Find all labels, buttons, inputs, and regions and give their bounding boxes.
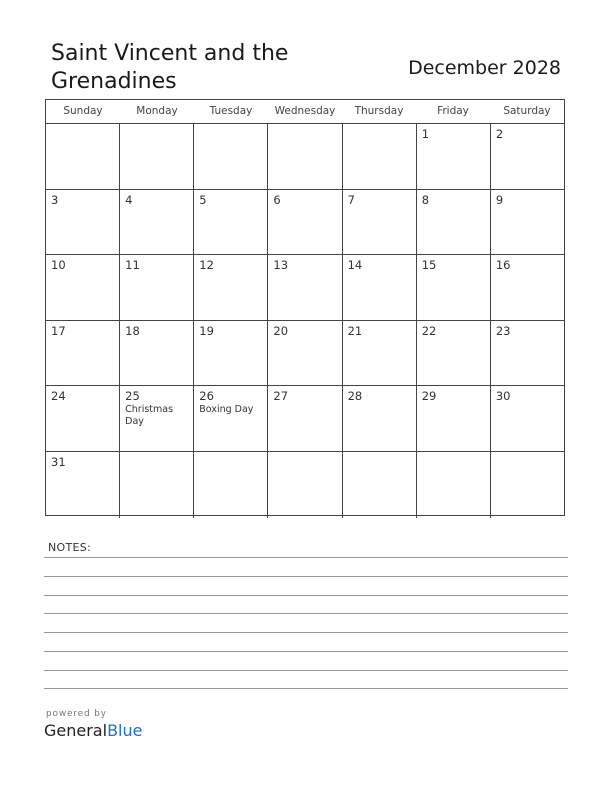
day-number: 15: [421, 258, 437, 273]
day-cell[interactable]: [343, 255, 417, 320]
day-number: 23: [495, 323, 511, 338]
note-line[interactable]: [44, 557, 568, 558]
day-cell[interactable]: [46, 321, 120, 386]
day-number: 28: [347, 389, 363, 404]
day-cell[interactable]: [120, 386, 194, 451]
weekday-sunday: Sunday: [63, 105, 103, 117]
day-cell[interactable]: [46, 452, 120, 518]
note-line[interactable]: [44, 670, 568, 671]
day-number: 24: [51, 389, 66, 404]
day-cell[interactable]: [491, 255, 564, 320]
day-number: 30: [495, 389, 511, 404]
day-cell[interactable]: [417, 190, 491, 255]
day-cell[interactable]: [417, 386, 491, 451]
day-number: 10: [51, 258, 66, 273]
day-cell[interactable]: [268, 255, 342, 320]
day-number: 11: [125, 258, 140, 273]
day-number: 16: [495, 258, 511, 273]
day-cell[interactable]: [46, 255, 120, 320]
note-line[interactable]: [44, 632, 568, 633]
day-number: 25: [125, 389, 140, 404]
day-number: 31: [51, 454, 66, 469]
weekday-monday: Monday: [136, 105, 178, 117]
day-number: 12: [199, 258, 214, 273]
day-number: 13: [273, 258, 289, 273]
day-number: 26: [199, 389, 214, 404]
day-cell[interactable]: [343, 124, 417, 189]
day-number: 3: [51, 192, 59, 207]
weekday-wednesday: Wednesday: [274, 105, 336, 117]
day-number: 1: [421, 127, 430, 141]
calendar-grid: [45, 99, 565, 516]
day-cell[interactable]: [194, 321, 268, 386]
day-cell[interactable]: [491, 452, 564, 518]
day-number: 21: [347, 323, 363, 338]
brand-name-general: General: [44, 721, 108, 740]
day-cell[interactable]: [491, 190, 564, 255]
weekday-tuesday: Tuesday: [209, 105, 253, 117]
day-cell[interactable]: [491, 124, 564, 189]
day-cell[interactable]: [343, 190, 417, 255]
day-cell[interactable]: [268, 124, 342, 189]
holiday-christmas-day: Christmas Day: [125, 404, 174, 428]
weekday-thursday: Thursday: [354, 105, 404, 117]
day-cell[interactable]: [491, 386, 564, 451]
day-number: 8: [421, 192, 430, 207]
day-cell[interactable]: [417, 452, 491, 518]
day-cell[interactable]: [268, 452, 342, 518]
note-line[interactable]: [44, 651, 568, 652]
day-number: 2: [495, 127, 504, 141]
note-line[interactable]: [44, 613, 568, 614]
day-cell[interactable]: [491, 321, 564, 386]
day-number: 19: [199, 323, 214, 338]
powered-by-label: powered by: [46, 709, 107, 719]
day-number: 18: [125, 323, 140, 338]
day-cell[interactable]: [343, 386, 417, 451]
day-number: 20: [273, 323, 289, 338]
day-cell[interactable]: [417, 255, 491, 320]
day-cell[interactable]: [194, 255, 268, 320]
day-number: 6: [273, 192, 281, 207]
day-number: 22: [421, 323, 437, 338]
day-cell[interactable]: [120, 321, 194, 386]
day-cell[interactable]: [194, 452, 268, 518]
day-number: 4: [125, 192, 133, 207]
day-cell[interactable]: [268, 321, 342, 386]
week-row-2: [46, 190, 564, 256]
day-cell[interactable]: [120, 255, 194, 320]
week-row-5: [46, 386, 564, 452]
day-cell[interactable]: [417, 321, 491, 386]
day-cell[interactable]: [194, 386, 268, 451]
brand-logo[interactable]: [44, 721, 142, 741]
day-cell[interactable]: [120, 124, 194, 189]
day-number: 14: [347, 258, 363, 273]
week-row-1: [46, 124, 564, 190]
notes-label: NOTES:: [48, 541, 92, 554]
note-line[interactable]: [44, 576, 568, 577]
day-cell[interactable]: [194, 124, 268, 189]
day-cell[interactable]: [194, 190, 268, 255]
day-cell[interactable]: [268, 190, 342, 255]
day-number: 17: [51, 323, 66, 338]
note-line[interactable]: [44, 595, 568, 596]
day-number: 27: [273, 389, 289, 404]
day-cell[interactable]: [120, 190, 194, 255]
day-cell[interactable]: [46, 386, 120, 451]
weekday-saturday: Saturday: [503, 105, 551, 117]
weekday-friday: Friday: [437, 105, 469, 117]
week-row-4: [46, 321, 564, 387]
day-number: 9: [495, 192, 504, 207]
day-cell[interactable]: [46, 124, 120, 189]
brand-name-blue: Blue: [107, 721, 143, 740]
day-cell[interactable]: [343, 321, 417, 386]
weekday-header-row: [46, 100, 564, 124]
day-number: 29: [421, 389, 437, 404]
day-cell[interactable]: [343, 452, 417, 518]
country-title: Saint Vincent and the Grenadines: [51, 41, 289, 94]
day-number: 7: [347, 192, 355, 207]
day-cell[interactable]: [46, 190, 120, 255]
day-cell[interactable]: [268, 386, 342, 451]
day-cell[interactable]: [120, 452, 194, 518]
week-row-6: [46, 452, 564, 518]
day-cell[interactable]: [417, 124, 491, 189]
day-number: 5: [199, 192, 207, 207]
note-line[interactable]: [44, 688, 568, 689]
month-year-title: December 2028: [408, 57, 561, 79]
week-row-3: [46, 255, 564, 321]
holiday-boxing-day: Boxing Day: [199, 404, 254, 416]
